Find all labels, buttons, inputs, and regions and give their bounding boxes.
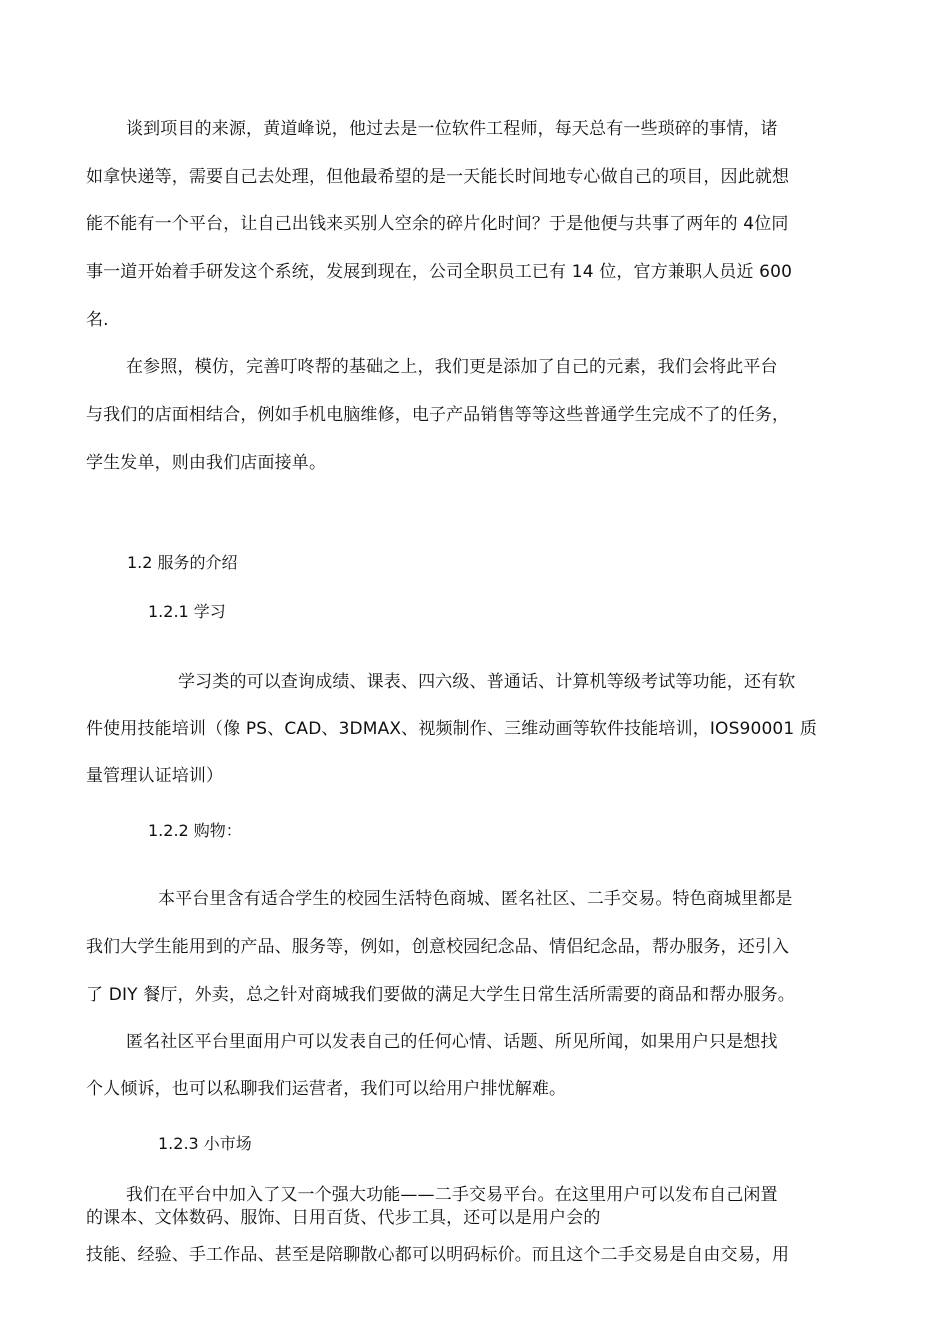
text-line: 技能、经验、手工作品、甚至是陪聊散心都可以明码标价。而且这个二手交易是自由交易，用 [86, 1245, 790, 1265]
text-line: 如拿快递等，需要自己去处理，但他最希望的是一天能长时间地专心做自己的项目，因此就想 [86, 167, 790, 187]
text-line: 我们在平台中加入了又一个强大功能——二手交易平台。在这里用户可以发布自己闲置 [126, 1185, 778, 1205]
text-line: 名. [86, 310, 109, 330]
text-line: 谈到项目的来源，黄道峰说，他过去是一位软件工程师，每天总有一些琐碎的事情，诸 [126, 119, 778, 139]
text-line: 了 DIY 餐厅，外卖，总之针对商城我们要做的满足大学生日常生活所需要的商品和帮办服务。 [86, 985, 795, 1005]
text-line: 个人倾诉，也可以私聊我们运营者，我们可以给用户排忧解难。 [86, 1079, 567, 1099]
text-line: 我们大学生能用到的产品、服务等，例如，创意校园纪念品、情侣纪念品，帮办服务，还引入 [86, 937, 790, 957]
text-line: 在参照，模仿，完善叮咚帮的基础之上，我们更是添加了自己的元素，我们会将此平台 [126, 357, 778, 377]
text-line: 的课本、文体数码、服饰、日用百货、代步工具，还可以是用户会的 [86, 1208, 601, 1228]
text-line: 本平台里含有适合学生的校园生活特色商城、匿名社区、二手交易。特色商城里都是 [158, 889, 793, 909]
text-line: 件使用技能培训（像 PS、CAD、3DMAX、视频制作、三维动画等软件技能培训，IOS90001 质 [86, 719, 818, 739]
text-line: 事一道开始着手研发这个系统，发展到现在，公司全职员工已有 14 位，官方兼职人员近 600 [86, 262, 793, 282]
text-line: 匿名社区平台里面用户可以发表自己的任何心情、话题、所见所闻，如果用户只是想找 [126, 1032, 778, 1052]
section-heading-1-2-2: 1.2.2 购物： [148, 821, 242, 840]
section-heading-1-2-1: 1.2.1 学习 [148, 602, 226, 621]
section-heading-1-2-3: 1.2.3 小市场 [158, 1134, 252, 1153]
section-heading-1-2: 1.2 服务的介绍 [127, 553, 238, 572]
text-line: 学生发单，则由我们店面接单。 [86, 453, 327, 473]
text-line: 量管理认证培训） [86, 766, 224, 786]
text-line: 学习类的可以查询成绩、课表、四六级、普通话、计算机等级考试等功能，还有软 [178, 672, 796, 692]
text-line: 与我们的店面相结合，例如手机电脑维修，电子产品销售等等这些普通学生完成不了的任务， [86, 405, 790, 425]
text-line: 能不能有一个平台，让自己出钱来买别人空余的碎片化时间？于是他便与共事了两年的 4位同 [86, 214, 789, 234]
